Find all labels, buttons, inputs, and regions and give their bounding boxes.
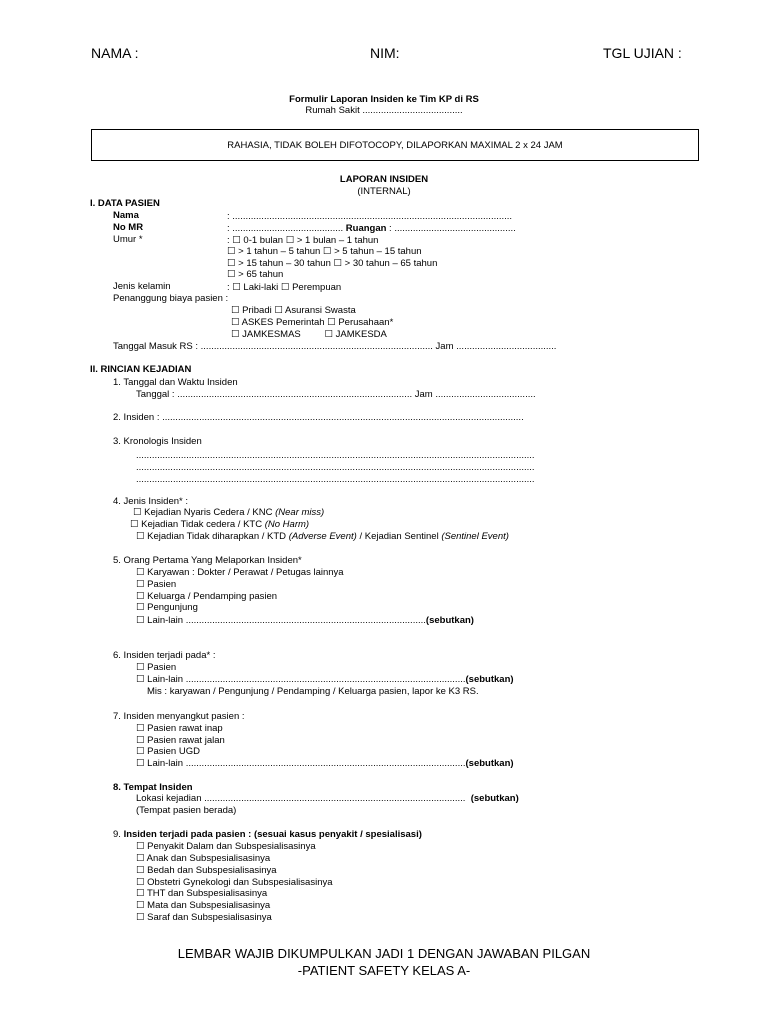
- q9-number: 9.: [113, 829, 124, 840]
- q8-label: 8. Tempat Insiden: [113, 782, 193, 793]
- q5-option-lain[interactable]: [136, 615, 474, 627]
- q2-insiden-field[interactable]: 2. Insiden : .........................................................................................................................................: [113, 412, 524, 423]
- q5-option-pasien[interactable]: ☐ Pasien: [136, 579, 177, 590]
- section-data-pasien-heading: I. DATA PASIEN: [90, 198, 160, 209]
- q6-option-pasien[interactable]: ☐ Pasien: [136, 662, 177, 673]
- q4-option-knc-italic: (Near miss): [275, 507, 325, 518]
- q9-option-bedah[interactable]: ☐ Bedah dan Subspesialisasinya: [136, 865, 277, 876]
- q8-note: (Tempat pasien berada): [136, 805, 237, 816]
- q8-lokasi-field[interactable]: [136, 793, 519, 805]
- q3-label: 3. Kronologis Insiden: [113, 436, 202, 447]
- q3-line-1[interactable]: .......................................................................................................................................................: [136, 450, 535, 461]
- q1-label: 1. Tanggal dan Waktu Insiden: [113, 377, 238, 388]
- q5-lain-text: ☐ Lain-lain ...........................................................................................: [136, 615, 426, 626]
- biaya-option-line-1[interactable]: ☐ Pribadi ☐ Asuransi Swasta: [231, 305, 356, 316]
- q6-lain-text: ☐ Lain-lain ..........................................................................................................: [136, 674, 466, 685]
- umur-option-line-2[interactable]: ☐ > 1 tahun – 5 tahun ☐ > 5 tahun – 15 tahun: [227, 246, 422, 257]
- q3-line-3[interactable]: .......................................................................................................................................................: [136, 474, 535, 485]
- ruangan-label: Ruangan: [345, 223, 387, 234]
- q1-tanggal-field[interactable]: Tanggal : ......................................................................................... Jam ......................................: [136, 389, 536, 400]
- q7-option-rawat-jalan[interactable]: ☐ Pasien rawat jalan: [136, 735, 225, 746]
- q4-label: 4. Jenis Insiden* :: [113, 496, 188, 507]
- q7-option-rawat-inap[interactable]: ☐ Pasien rawat inap: [136, 723, 223, 734]
- form-subtitle: Rumah Sakit ......................................: [305, 105, 463, 116]
- q4-option-knc[interactable]: [133, 507, 324, 519]
- report-subtitle: (INTERNAL): [357, 186, 411, 197]
- penanggung-biaya-label: Penanggung biaya pasien :: [113, 293, 229, 304]
- q8-sebutkan: (sebutkan): [470, 793, 519, 804]
- q4-option-ktc-italic: (No Harm): [264, 519, 310, 530]
- q4-option-ktd[interactable]: [136, 531, 509, 543]
- q5-option-pengunjung[interactable]: ☐ Pengunjung: [136, 602, 198, 613]
- umur-option-line-4[interactable]: ☐ > 65 tahun: [227, 269, 284, 280]
- q9-option-mata[interactable]: ☐ Mata dan Subspesialisasinya: [136, 900, 271, 911]
- q6-label: 6. Insiden terjadi pada* :: [113, 650, 216, 661]
- tanggal-masuk-field[interactable]: Tanggal Masuk RS : ........................................................................................ Jam ......................................: [113, 341, 557, 352]
- q6-sebutkan: (sebutkan): [465, 674, 514, 685]
- nama-pasien-field[interactable]: : ..........................................................................................................: [227, 211, 513, 222]
- footer-line-1: LEMBAR WAJIB DIKUMPULKAN JADI 1 DENGAN JAWABAN PILGAN: [177, 946, 591, 961]
- jenis-kelamin-options[interactable]: : ☐ Laki-laki ☐ Perempuan: [227, 282, 342, 293]
- q6-option-lain[interactable]: [136, 674, 514, 686]
- q4-option-sentinel-italic: (Sentinel Event): [441, 531, 509, 542]
- q9-text: Insiden terjadi pada pasien : (sesuai kasus penyakit / spesialisasi): [123, 829, 422, 840]
- q5-option-keluarga[interactable]: ☐ Keluarga / Pendamping pasien: [136, 591, 278, 602]
- q3-line-2[interactable]: .......................................................................................................................................................: [136, 462, 535, 473]
- q9-option-anak[interactable]: ☐ Anak dan Subspesialisasinya: [136, 853, 271, 864]
- jenis-kelamin-label: Jenis kelamin: [113, 281, 171, 292]
- q9-option-saraf[interactable]: ☐ Saraf dan Subspesialisasinya: [136, 912, 272, 923]
- q4-option-knc-text: ☐ Kejadian Nyaris Cedera / KNC: [133, 507, 276, 518]
- nim-label: NIM:: [370, 45, 400, 61]
- no-mr-field[interactable]: [227, 223, 516, 235]
- confidential-notice-box: [91, 129, 699, 161]
- q5-option-karyawan[interactable]: ☐ Karyawan : Dokter / Perawat / Petugas lainnya: [136, 567, 344, 578]
- q4-option-sentinel-text: / Kejadian Sentinel: [356, 531, 442, 542]
- q4-option-ktd-italic: (Adverse Event): [288, 531, 357, 542]
- q4-option-ktd-text: ☐ Kejadian Tidak diharapkan / KTD: [136, 531, 289, 542]
- tgl-ujian-label: TGL UJIAN :: [603, 45, 682, 61]
- biaya-option-line-2[interactable]: ☐ ASKES Pemerintah ☐ Perusahaan*: [231, 317, 394, 328]
- no-mr-dots: : ..........................................: [227, 223, 346, 234]
- q7-lain-text: ☐ Lain-lain ..........................................................................................................: [136, 758, 466, 769]
- footer-line-2: -PATIENT SAFETY KELAS A-: [297, 963, 471, 978]
- umur-option-line-3[interactable]: ☐ > 15 tahun – 30 tahun ☐ > 30 tahun – 65 tahun: [227, 258, 438, 269]
- biaya-option-line-3[interactable]: ☐ JAMKESMAS ☐ JAMKESDA: [231, 329, 387, 340]
- section-rincian-kejadian-heading: II. RINCIAN KEJADIAN: [90, 364, 192, 375]
- q5-label: 5. Orang Pertama Yang Melaporkan Insiden*: [113, 555, 302, 566]
- q5-sebutkan: (sebutkan): [425, 615, 474, 626]
- ruangan-field[interactable]: : ..............................................: [386, 223, 516, 234]
- q9-option-obstetri[interactable]: ☐ Obstetri Gynekologi dan Subspesialisasinya: [136, 877, 333, 888]
- q7-label: 7. Insiden menyangkut pasien :: [113, 711, 245, 722]
- q8-lokasi-text: Lokasi kejadian ...................................................................................................: [136, 793, 471, 804]
- q4-option-ktc-text: ☐ Kejadian Tidak cedera / KTC: [130, 519, 265, 530]
- q9-label: [113, 829, 422, 841]
- no-mr-label: No MR: [113, 222, 144, 233]
- q7-sebutkan: (sebutkan): [465, 758, 514, 769]
- q9-option-penyakit-dalam[interactable]: ☐ Penyakit Dalam dan Subspesialisasinya: [136, 841, 316, 852]
- report-title: LAPORAN INSIDEN: [339, 174, 429, 185]
- q6-note: Mis : karyawan / Pengunjung / Pendamping / Keluarga pasien, lapor ke K3 RS.: [147, 686, 479, 697]
- umur-label: Umur *: [113, 234, 143, 245]
- q4-option-ktc[interactable]: [130, 519, 309, 531]
- nama-pasien-label: Nama: [113, 210, 139, 221]
- confidential-notice-text: RAHASIA, TIDAK BOLEH DIFOTOCOPY, DILAPORKAN MAXIMAL 2 x 24 JAM: [227, 139, 563, 151]
- umur-option-line-1[interactable]: : ☐ 0-1 bulan ☐ > 1 bulan – 1 tahun: [227, 235, 379, 246]
- q9-option-tht[interactable]: ☐ THT dan Subspesialisasinya: [136, 888, 268, 899]
- q7-option-ugd[interactable]: ☐ Pasien UGD: [136, 746, 200, 757]
- q7-option-lain[interactable]: [136, 758, 514, 770]
- nama-label: NAMA :: [91, 45, 139, 61]
- form-title: Formulir Laporan Insiden ke Tim KP di RS: [289, 94, 479, 105]
